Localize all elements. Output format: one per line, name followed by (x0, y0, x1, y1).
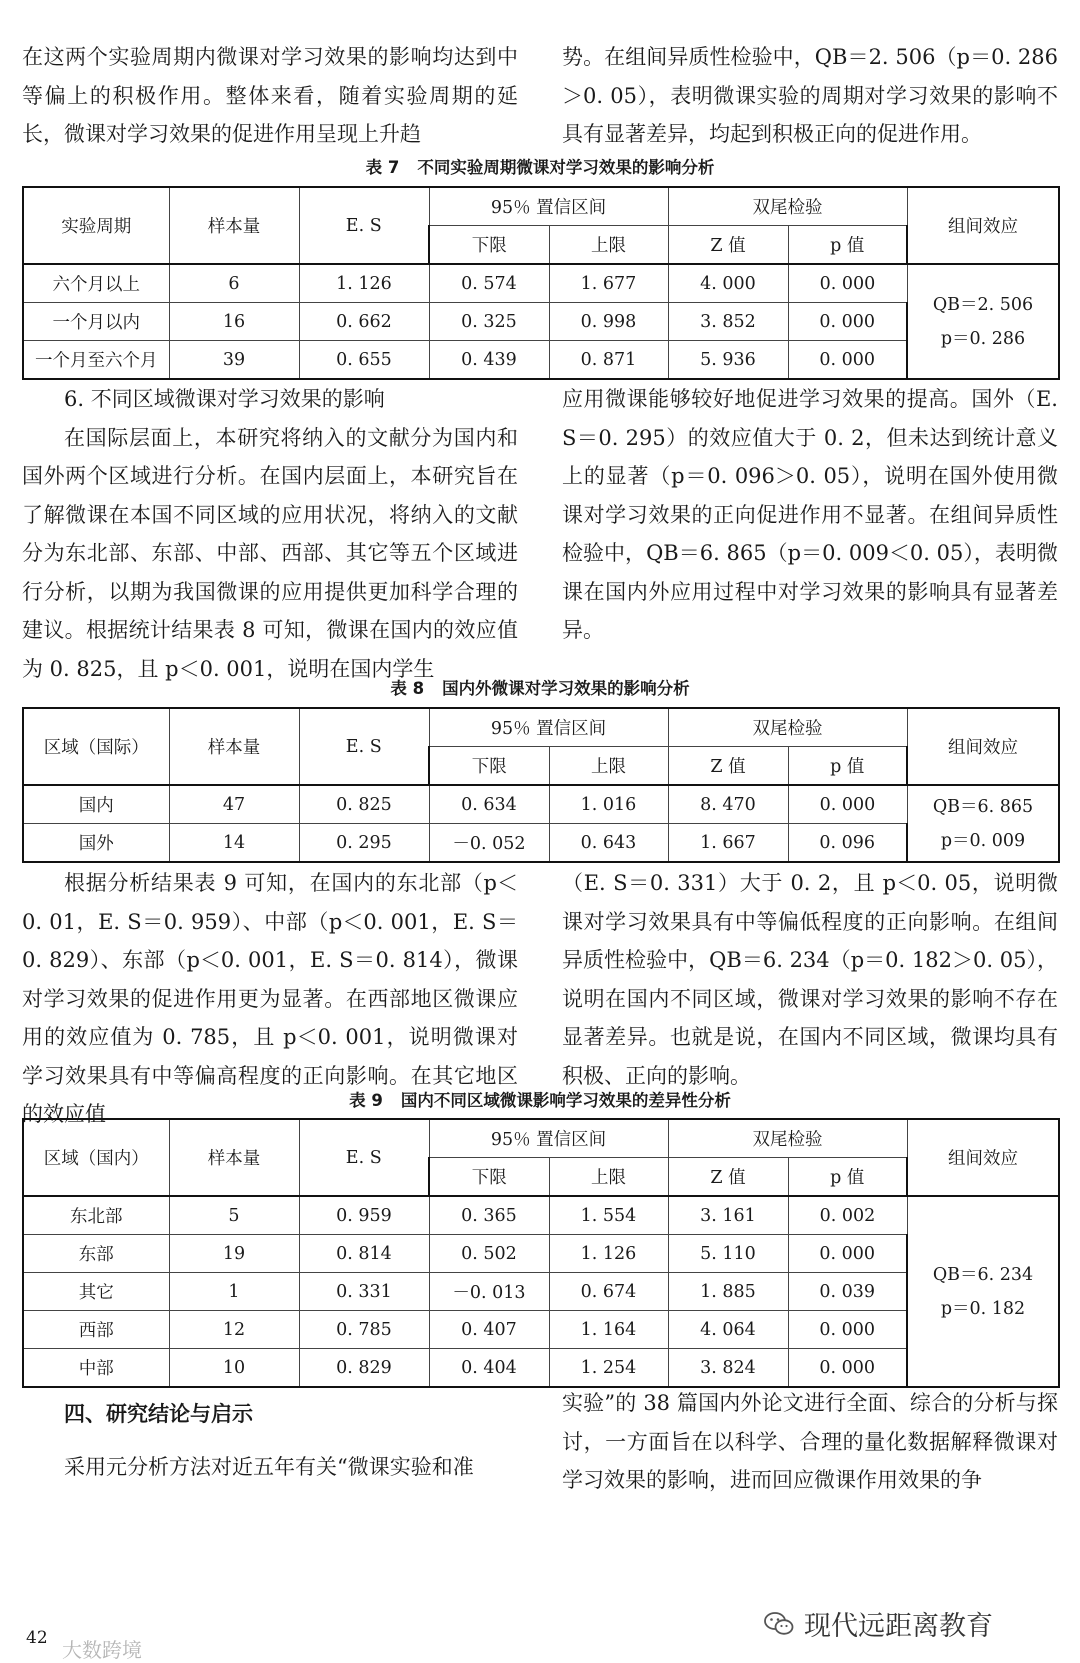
col-header-first: 区域（国际） (23, 708, 169, 785)
col-header-test: 双尾检验 (668, 187, 907, 226)
section4-right (562, 1384, 1058, 1500)
table-row (23, 303, 1059, 341)
cell-p: 0. 000 (788, 341, 907, 380)
cell-region: 西部 (23, 1311, 169, 1349)
cell-upper: 0. 871 (549, 341, 668, 380)
cell-region: 东北部 (23, 1196, 169, 1235)
cell-es: 0. 662 (299, 303, 429, 341)
col-header-ci: 95％ 置信区间 (429, 708, 668, 747)
cell-p: 0. 096 (788, 824, 907, 863)
cell-upper: 1. 554 (549, 1196, 668, 1235)
table9-title: 国内不同区域微课影响学习效果的差异性分析 (400, 1091, 731, 1110)
col-header-test: 双尾检验 (668, 1119, 907, 1158)
table9-caption (0, 1087, 1080, 1111)
cell-es: 0. 785 (299, 1311, 429, 1349)
col-header-first: 区域（国内） (23, 1119, 169, 1196)
cell-lower: 0. 502 (429, 1235, 549, 1273)
cell-sample: 10 (169, 1349, 299, 1388)
table-row (23, 1311, 1059, 1349)
body-text: 在国际层面上，本研究将纳入的文献分为国内和国外两个区域进行分析。在国内层面上，本研究旨在了解微课在本国不同区域的应用状况，将纳入的文献分为东北部、东部、中部、西部、其它等五个区域进行分析，以期为我国微课的应用提供更加科学合理的建议。根据统计结果表 8 可知，微课在国内的效应值为 0. 825，且 p＜0. 001，说明在国内学生 (22, 425, 518, 681)
table-row (23, 824, 1059, 863)
col-header-z: Z 值 (668, 1158, 788, 1197)
col-header-z: Z 值 (668, 747, 788, 786)
cell-upper: 0. 643 (549, 824, 668, 863)
cell-region: 东部 (23, 1235, 169, 1273)
col-header-es: E. S (299, 187, 429, 264)
cell-es: 0. 295 (299, 824, 429, 863)
cell-p: 0. 000 (788, 1349, 907, 1388)
col-header-es: E. S (299, 708, 429, 785)
section4-left (22, 1395, 518, 1486)
cell-region: 国内 (23, 785, 169, 824)
cell-z: 4. 000 (668, 264, 788, 303)
cell-p: 0. 039 (788, 1273, 907, 1311)
cell-sample: 19 (169, 1235, 299, 1273)
col-header-first: 实验周期 (23, 187, 169, 264)
cell-es: 0. 814 (299, 1235, 429, 1273)
table8-title: 国内外微课对学习效果的影响分析 (442, 679, 690, 698)
body-text: 采用元分析方法对近五年有关“微课实验和准 (64, 1454, 474, 1479)
col-header-between: 组间效应 (907, 187, 1059, 264)
qb-p-value: p＝0. 286 (940, 328, 1026, 349)
cell-upper: 0. 998 (549, 303, 668, 341)
cell-region: 一个月至六个月 (23, 341, 169, 380)
col-header-sample: 样本量 (169, 187, 299, 264)
cell-lower: －0. 052 (429, 824, 549, 863)
cell-region: 国外 (23, 824, 169, 863)
body-text: 根据分析结果表 9 可知，在国内的东北部（p＜0. 01，E. S＝0. 959）、中部（p＜0. 001，E. S＝0. 829）、东部（p＜0. 001，E. S＝0. 814），微课对学习效果的促进作用更为显著。在西部地区微课应用的效应值为 0. 785，且 p＜0. 001，说明微课对学习效果具有中等偏高程度的正向影响。在其它地区的效应值 (22, 871, 518, 1126)
cell-z: 3. 852 (668, 303, 788, 341)
body-text: 应用微课能够较好地促进学习效果的提高。国外（E. S＝0. 295）的效应值大于 0. 2，但未达到统计意义上的显著（p＝0. 096＞0. 05），说明在国外使用微课对学习效果的正向促进作用不显著。在组间异质性检验中，QB＝6. 865（p＝0. 009＜0. 05），表明微课在国内外应用过程中对学习效果的影响具有显著差异。 (562, 387, 1058, 642)
cell-lower: 0. 404 (429, 1349, 549, 1388)
col-header-between: 组间效应 (907, 1119, 1059, 1196)
col-header-p: p 值 (788, 226, 907, 265)
cell-p: 0. 000 (788, 264, 907, 303)
cell-es: 0. 959 (299, 1196, 429, 1235)
cell-lower: 0. 634 (429, 785, 549, 824)
cell-z: 3. 161 (668, 1196, 788, 1235)
table8-caption (0, 675, 1080, 699)
qb-p-value: p＝0. 182 (940, 1298, 1026, 1319)
cell-lower: 0. 407 (429, 1311, 549, 1349)
table-row (23, 1196, 1059, 1235)
wechat-icon (764, 1611, 794, 1637)
table8-number: 表 8 (390, 679, 425, 698)
cell-sample: 16 (169, 303, 299, 341)
col-header-upper: 上限 (549, 226, 668, 265)
cell-z: 5. 110 (668, 1235, 788, 1273)
table-row (23, 1349, 1059, 1388)
col-header-lower: 下限 (429, 1158, 549, 1197)
cell-upper: 1. 126 (549, 1235, 668, 1273)
section4-heading: 四、研究结论与启示 (64, 1402, 253, 1426)
col-header-es: E. S (299, 1119, 429, 1196)
table-row (23, 264, 1059, 303)
col-header-p: p 值 (788, 1158, 907, 1197)
table7-title: 不同实验周期微课对学习效果的影响分析 (417, 158, 715, 177)
col-header-upper: 上限 (549, 1158, 668, 1197)
cell-z: 8. 470 (668, 785, 788, 824)
brand-name: 现代远距离教育 (804, 1611, 993, 1642)
qb-p-value: p＝0. 009 (940, 830, 1026, 851)
cell-z: 4. 064 (668, 1311, 788, 1349)
cell-es: 0. 331 (299, 1273, 429, 1311)
cell-z: 1. 667 (668, 824, 788, 863)
cell-es: 0. 829 (299, 1349, 429, 1388)
body-text: 势。在组间异质性检验中，QB＝2. 506（p＝0. 286＞0. 05），表明微课实验的周期对学习效果的影响不具有显著差异，均起到积极正向的促进作用。 (562, 45, 1058, 146)
cell-between-effect (907, 785, 1059, 862)
col-header-ci: 95％ 置信区间 (429, 187, 668, 226)
table7 (22, 186, 1060, 380)
table9-number: 表 9 (349, 1091, 383, 1110)
cell-lower: 0. 439 (429, 341, 549, 380)
cell-z: 5. 936 (668, 341, 788, 380)
cell-lower: －0. 013 (429, 1273, 549, 1311)
cell-lower: 0. 365 (429, 1196, 549, 1235)
cell-sample: 5 (169, 1196, 299, 1235)
cell-region: 六个月以上 (23, 264, 169, 303)
col-header-ci: 95％ 置信区间 (429, 1119, 668, 1158)
cell-region: 中部 (23, 1349, 169, 1388)
col-header-between: 组间效应 (907, 708, 1059, 785)
col-header-z: Z 值 (668, 226, 788, 265)
table8 (22, 707, 1060, 863)
table-row (23, 785, 1059, 824)
col-header-test: 双尾检验 (668, 708, 907, 747)
table9 (22, 1118, 1060, 1388)
cell-sample: 39 (169, 341, 299, 380)
brand-logo (764, 1604, 993, 1643)
cell-upper: 1. 677 (549, 264, 668, 303)
cell-es: 0. 825 (299, 785, 429, 824)
table-row (23, 341, 1059, 380)
cell-p: 0. 000 (788, 303, 907, 341)
cell-p: 0. 000 (788, 785, 907, 824)
body-text: （E. S＝0. 331）大于 0. 2，且 p＜0. 05，说明微课对学习效果具有中等偏低程度的正向影响。在组间异质性检验中，QB＝6. 234（p＝0. 182＞0. 05），说明在国内不同区域，微课对学习效果的影响不存在显著差异。也就是说，在国内不同区域，微课均具有积极、正向的影响。 (562, 871, 1058, 1088)
cell-z: 1. 885 (668, 1273, 788, 1311)
cell-p: 0. 000 (788, 1235, 907, 1273)
page-number: 42 (26, 1628, 48, 1648)
top-left-paragraph (22, 38, 518, 154)
qb-value: QB＝2. 506 (932, 294, 1034, 315)
cell-between-effect (907, 1196, 1059, 1387)
cell-sample: 6 (169, 264, 299, 303)
cell-region: 一个月以内 (23, 303, 169, 341)
cell-upper: 1. 164 (549, 1311, 668, 1349)
cell-region: 其它 (23, 1273, 169, 1311)
cell-es: 0. 655 (299, 341, 429, 380)
col-header-upper: 上限 (549, 747, 668, 786)
col-header-p: p 值 (788, 747, 907, 786)
cell-z: 3. 824 (668, 1349, 788, 1388)
col-header-sample: 样本量 (169, 1119, 299, 1196)
cell-between-effect (907, 264, 1059, 379)
col-header-lower: 下限 (429, 747, 549, 786)
cell-sample: 14 (169, 824, 299, 863)
watermark (62, 1634, 142, 1663)
section6-right (562, 380, 1058, 650)
cell-upper: 1. 016 (549, 785, 668, 824)
section6-heading: 6. 不同区域微课对学习效果的影响 (64, 387, 385, 411)
body-text: 实验”的 38 篇国内外论文进行全面、综合的分析与探讨，一方面旨在以科学、合理的量化数据解释微课对学习效果的影响，进而回应微课作用效果的争 (562, 1391, 1058, 1492)
qb-value: QB＝6. 865 (932, 796, 1034, 817)
cell-sample: 12 (169, 1311, 299, 1349)
section6-left (22, 380, 518, 688)
top-right-paragraph (562, 38, 1058, 154)
cell-upper: 1. 254 (549, 1349, 668, 1388)
cell-lower: 0. 574 (429, 264, 549, 303)
cell-p: 0. 002 (788, 1196, 907, 1235)
mid-right-paragraph (562, 864, 1058, 1095)
table-row (23, 1273, 1059, 1311)
cell-p: 0. 000 (788, 1311, 907, 1349)
col-header-sample: 样本量 (169, 708, 299, 785)
table-row (23, 1235, 1059, 1273)
table7-caption (0, 154, 1080, 178)
cell-upper: 0. 674 (549, 1273, 668, 1311)
qb-value: QB＝6. 234 (932, 1264, 1034, 1285)
cell-es: 1. 126 (299, 264, 429, 303)
col-header-lower: 下限 (429, 226, 549, 265)
cell-sample: 1 (169, 1273, 299, 1311)
watermark-text: 大数跨境 (62, 1638, 142, 1662)
cell-sample: 47 (169, 785, 299, 824)
table7-number: 表 7 (365, 158, 400, 177)
body-text: 在这两个实验周期内微课对学习效果的影响均达到中等偏上的积极作用。整体来看，随着实验周期的延长，微课对学习效果的促进作用呈现上升趋 (22, 45, 518, 146)
cell-lower: 0. 325 (429, 303, 549, 341)
